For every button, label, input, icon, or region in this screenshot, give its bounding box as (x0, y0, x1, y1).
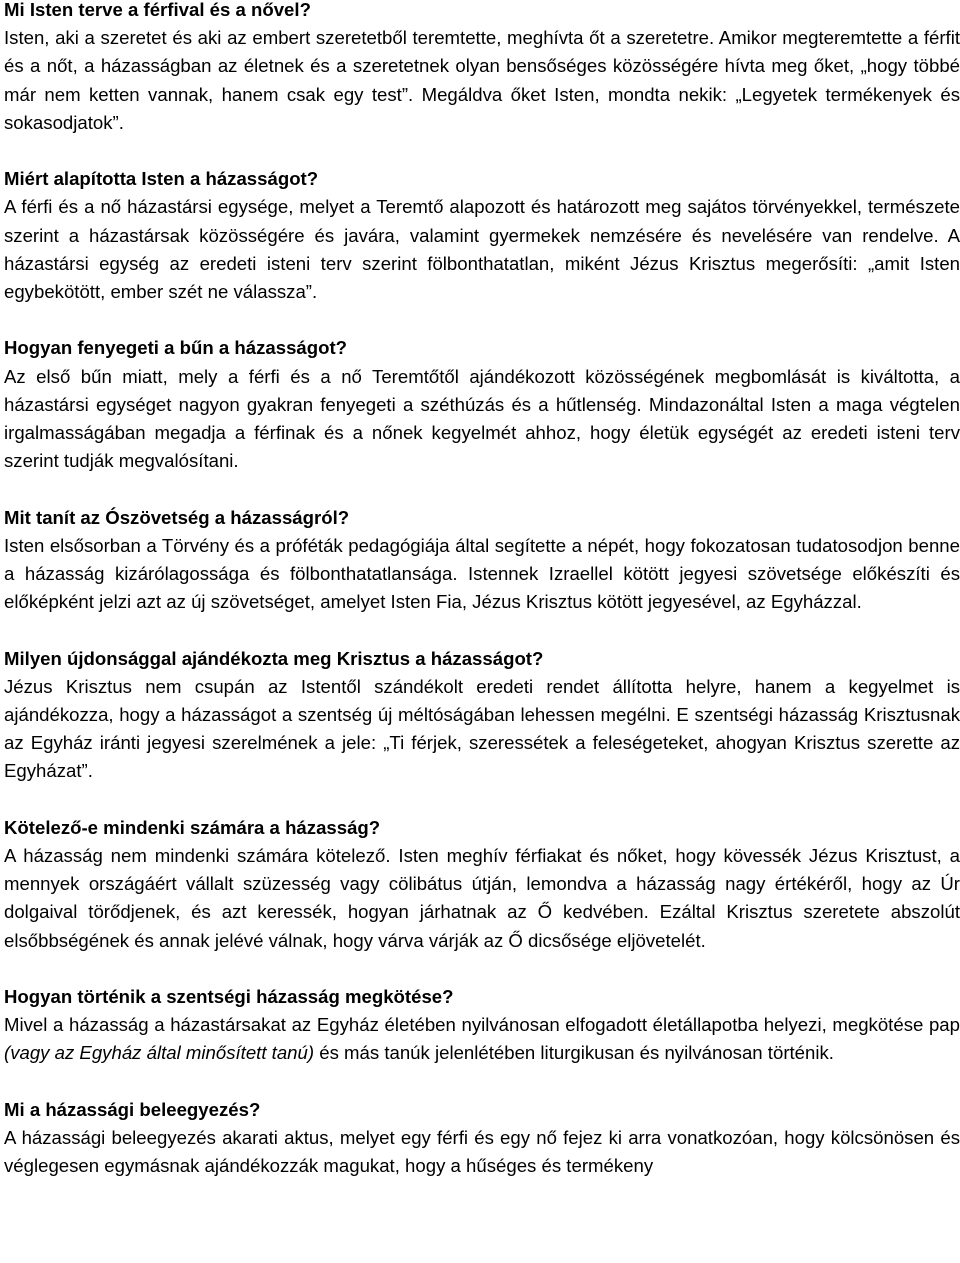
qa-section-2 (4, 165, 960, 306)
answer-text: és más tanúk jelenlétében liturgikusan és nyilvánosan történik. (314, 1042, 834, 1064)
answer-italic-text: (vagy az Egyház által minősített tanú) (4, 1042, 315, 1064)
qa-section-4 (4, 504, 960, 617)
question-heading: Mi Isten terve a férfival és a nővel? (4, 0, 311, 20)
question-heading: Hogyan fenyegeti a bűn a házasságot? (4, 337, 348, 359)
question-heading: Hogyan történik a szentségi házasság megkötése? (4, 986, 454, 1008)
answer-paragraph: Isten, aki a szeretet és aki az embert szeretetből teremtette, meghívta őt a szeretetre. Amikor megteremtette a férfit és a nőt, a házasságban az életnek és a szeretetnek olyan bensőséges közösségére hívta meg őket, „hogy többé már nem ketten vannak, hanem csak egy test”. Megáldva őket Isten, mondta nekik: „Legyetek termékenyek és sokasodjatok”. (4, 27, 960, 133)
question-heading: Mit tanít az Ószövetség a házasságról? (4, 506, 350, 528)
answer-paragraph: Isten elsősorban a Törvény és a próféták pedagógiája által segítette a népét, hogy fokozatosan tudatosodjon benne a házasság kizárólagossága és fölbonthatatlansága. Istennek Izraellel kötött jegyesi szövetsége előkészíti és előképként jelzi azt az új szövetséget, amelyet Isten Fia, Jézus Krisztus kötött jegyesével, az Egyházzal. (4, 534, 960, 613)
answer-paragraph: A házasság nem mindenki számára kötelező. Isten meghív férfiakat és nőket, hogy kövessék Jézus Krisztust, a mennyek országáért vállalt szüzesség vagy cölibátus útján, lemondva a házasság nagy értékéről, hogy az Úr dolgaival törődjenek, és azt keressék, hogyan járhatnak az Ő kedvében. Ezáltal Krisztus szeretete abszolút elsőbbségének és annak jelévé válnak, hogy várva várják az Ő dicsősége eljövetelét. (4, 845, 960, 951)
answer-paragraph: A házassági beleegyezés akarati aktus, melyet egy férfi és egy nő fejez ki arra vonatkozóan, hogy kölcsönösen és véglegesen egymásnak ajándékozzák magukat, hogy a hűséges és termékeny (4, 1127, 960, 1177)
answer-paragraph: Jézus Krisztus nem csupán az Istentől szándékolt eredeti rendet állította helyre, hanem a kegyelmet is ajándékozza, hogy a házasságot a szentség új méltóságában lehessen megélni. E szentségi házasság Krisztusnak az Egyház iránti jegyesi szerelmének a jele: „Ti férjek, szeressétek a feleségeteket, ahogyan Krisztus szerette az Egyházat”. (4, 675, 960, 782)
answer-paragraph: Az első bűn miatt, mely a férfi és a nő Teremtőtől ajándékozott közösségének megbomlását is kiváltotta, a házastársi egységet nagyon gyakran fenyegeti a széthúzás és a hűtlenség. Mindazonáltal Isten a maga végtelen irgalmasságában megadja a férfinak és a nőnek kegyelmét ahhoz, hogy életük egységét az eredeti isteni terv szerint tudják megvalósítani. (4, 365, 960, 472)
question-heading: Milyen újdonsággal ajándékozta meg Krisztus a házasságot? (4, 647, 544, 669)
answer-paragraph: A férfi és a nő házastársi egysége, melyet a Teremtő alapozott és határozott meg sajátos törvényekkel, természete szerint a házastársak közösségére és javára, valamint gyermekek nemzésére és nevelésére van rendelve. A házastársi egység az eredeti isteni terv szerint fölbonthatatlan, miként Jézus Krisztus megerősíti: „amit Isten egybekötött, ember szét ne válassza”. (4, 196, 960, 303)
qa-section-7 (4, 983, 960, 1068)
qa-section-1 (4, 0, 960, 137)
qa-section-6 (4, 814, 960, 955)
question-heading: Miért alapította Isten a házasságot? (4, 168, 319, 190)
qa-section-3 (4, 334, 960, 475)
answer-paragraph (4, 1011, 960, 1067)
question-heading: Kötelező-e mindenki számára a házasság? (4, 816, 381, 838)
answer-text: Mivel a házasság a házastársakat az Egyház életében nyilvánosan elfogadott életállapotba helyezi, megkötése pap (4, 1014, 960, 1036)
qa-section-8 (4, 1096, 960, 1181)
question-heading: Mi a házassági beleegyezés? (4, 1098, 261, 1120)
qa-section-5 (4, 645, 960, 786)
